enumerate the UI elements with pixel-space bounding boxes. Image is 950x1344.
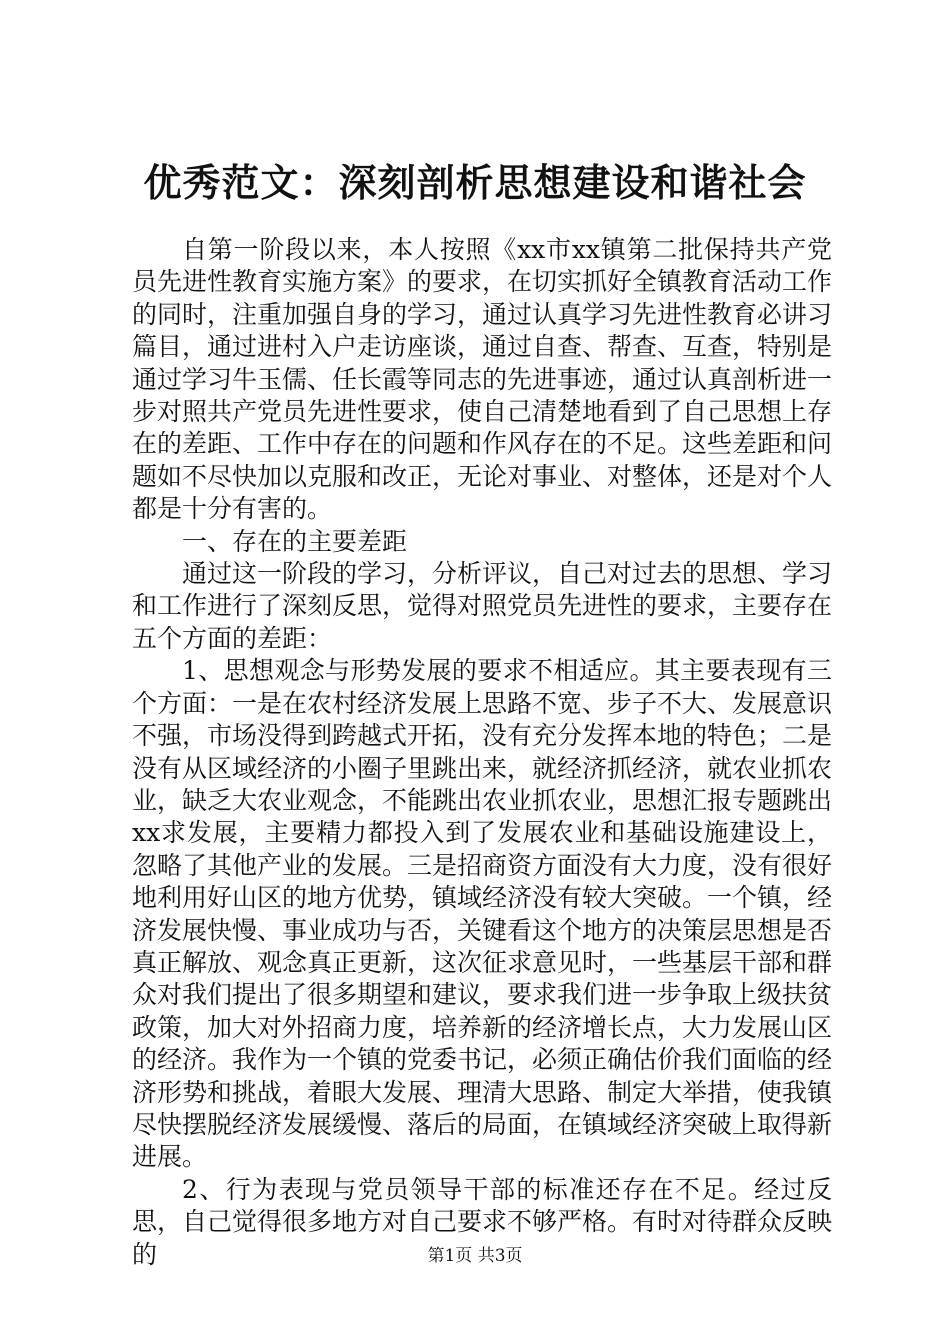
paragraph-point-2: 2、行为表现与党员领导干部的标准还存在不足。经过反思，自己觉得很多地方对自己要求不够严格。有时对待群众反映的 xyxy=(132,1174,833,1269)
document-body xyxy=(132,234,832,1271)
page-number-footer: 第1页 共3页 xyxy=(427,1246,523,1266)
paragraph-intro: 自第一阶段以来，本人按照《xx市xx镇第二批保持共产党员先进性教育实施方案》的要求，在切实抓好全镇教育活动工作的同时，注重加强自身的学习，通过认真学习先进性教育必讲习篇目，通过进村入户走访座谈，通过自查、帮查、互查，特别是通过学习牛玉儒、任长霞等同志的先进事迹，通过认真剖析进一步对照共产党员先进性要求，使自己清楚地看到了自己思想上存在的差距、工作中存在的问题和作风存在的不足。这些差距和问题如不尽快加以克服和改正，无论对事业、对整体，还是对个人都是十分有害的。 xyxy=(132,235,833,524)
paragraph-point-1: 1、思想观念与形势发展的要求不相适应。其主要表现有三个方面：一是在农村经济发展上思路不宽、步子不大、发展意识不强，市场没得到跨越式开拓，没有充分发挥本地的特色；二是没有从区域经济的小圈子里跳出来，就经济抓经济，就农业抓农业，缺乏大农业观念，不能跳出农业抓农业，思想汇报专题跳出xx求发展，主要精力都投入到了发展农业和基础设施建设上，忽略了其他产业的发展。三是招商资方面没有大力度，没有很好地利用好山区的地方优势，镇域经济没有较大突破。一个镇，经济发展快慢、事业成功与否，关键看这个地方的决策层思想是否真正解放、观念真正更新，这次征求意见时，一些基层干部和群众对我们提出了很多期望和建议，要求我们进一步争取上级扶贫政策，加大对外招商力度，培养新的经济增长点，大力发展山区的经济。我作为一个镇的党委书记，必须正确估价我们面临的经济形势和挑战，着眼大发展、理清大思路、制定大举措，使我镇尽快摆脱经济发展缓慢、落后的局面，在镇域经济突破上取得新进展。 xyxy=(132,656,833,1172)
paragraph-section-intro: 通过这一阶段的学习，分析评议，自己对过去的思想、学习和工作进行了深刻反思，觉得对照党员先进性的要求，主要存在五个方面的差距： xyxy=(132,559,833,653)
section-heading: 一、存在的主要差距 xyxy=(182,526,408,556)
document-title: 优秀范文：深刻剖析思想建设和谐社会 xyxy=(143,160,807,205)
